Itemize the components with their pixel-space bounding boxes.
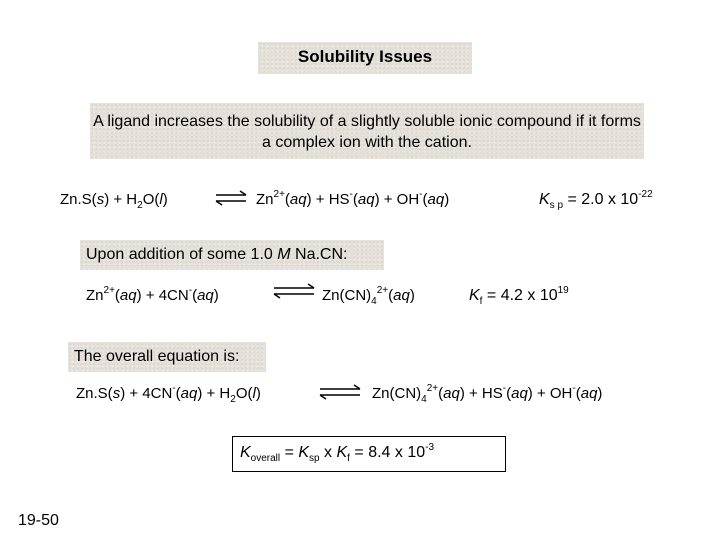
eq3-reactants: $Zn.S(s) + 4CN^-(aq) + H_2O(l)$ [76,383,261,405]
ksp-value: $K_{s p} = 2.0$ x $10^{-22}$ [539,189,653,211]
slide-title: Solubility Issues [297,47,433,66]
eq1-products: $Zn^{2+}(aq) + HS^-(aq) + OH^-(aq)$ [256,189,450,208]
overall-label: The overall equation is: [74,348,240,365]
eq3-products: $Zn(CN)_4^{2+}(aq) + HS^-(aq) + OH^-(aq)$ [372,383,603,405]
eq2-reactants: $Zn^{2+}(aq) + 4CN^-(aq)$ [86,285,219,304]
k-overall: $K_{overall} = K_{sp}$ x $K_f = 8.4$ x $10^{-3}$ [240,442,435,464]
kf-value: $K_f = 4.2$ x $10^{19}$ [469,285,569,307]
equilibrium-arrow-1 [214,190,248,206]
intro-text: A ligand increases the solubility of a slightly soluble ionic compound if it forms a complex ion with the cation. [93,113,641,151]
eq1-reactants: $Zn.S(s) + H_2O(l)$ [60,191,168,211]
equilibrium-arrow-2 [272,283,316,299]
addition-label: Upon addition of some 1.0 M Na.CN: [86,246,348,263]
slide-number: 19-50 [18,512,59,529]
eq2-products: $Zn(CN)_4^{2+}(aq)$ [322,285,415,307]
equilibrium-arrow-3 [318,384,362,400]
